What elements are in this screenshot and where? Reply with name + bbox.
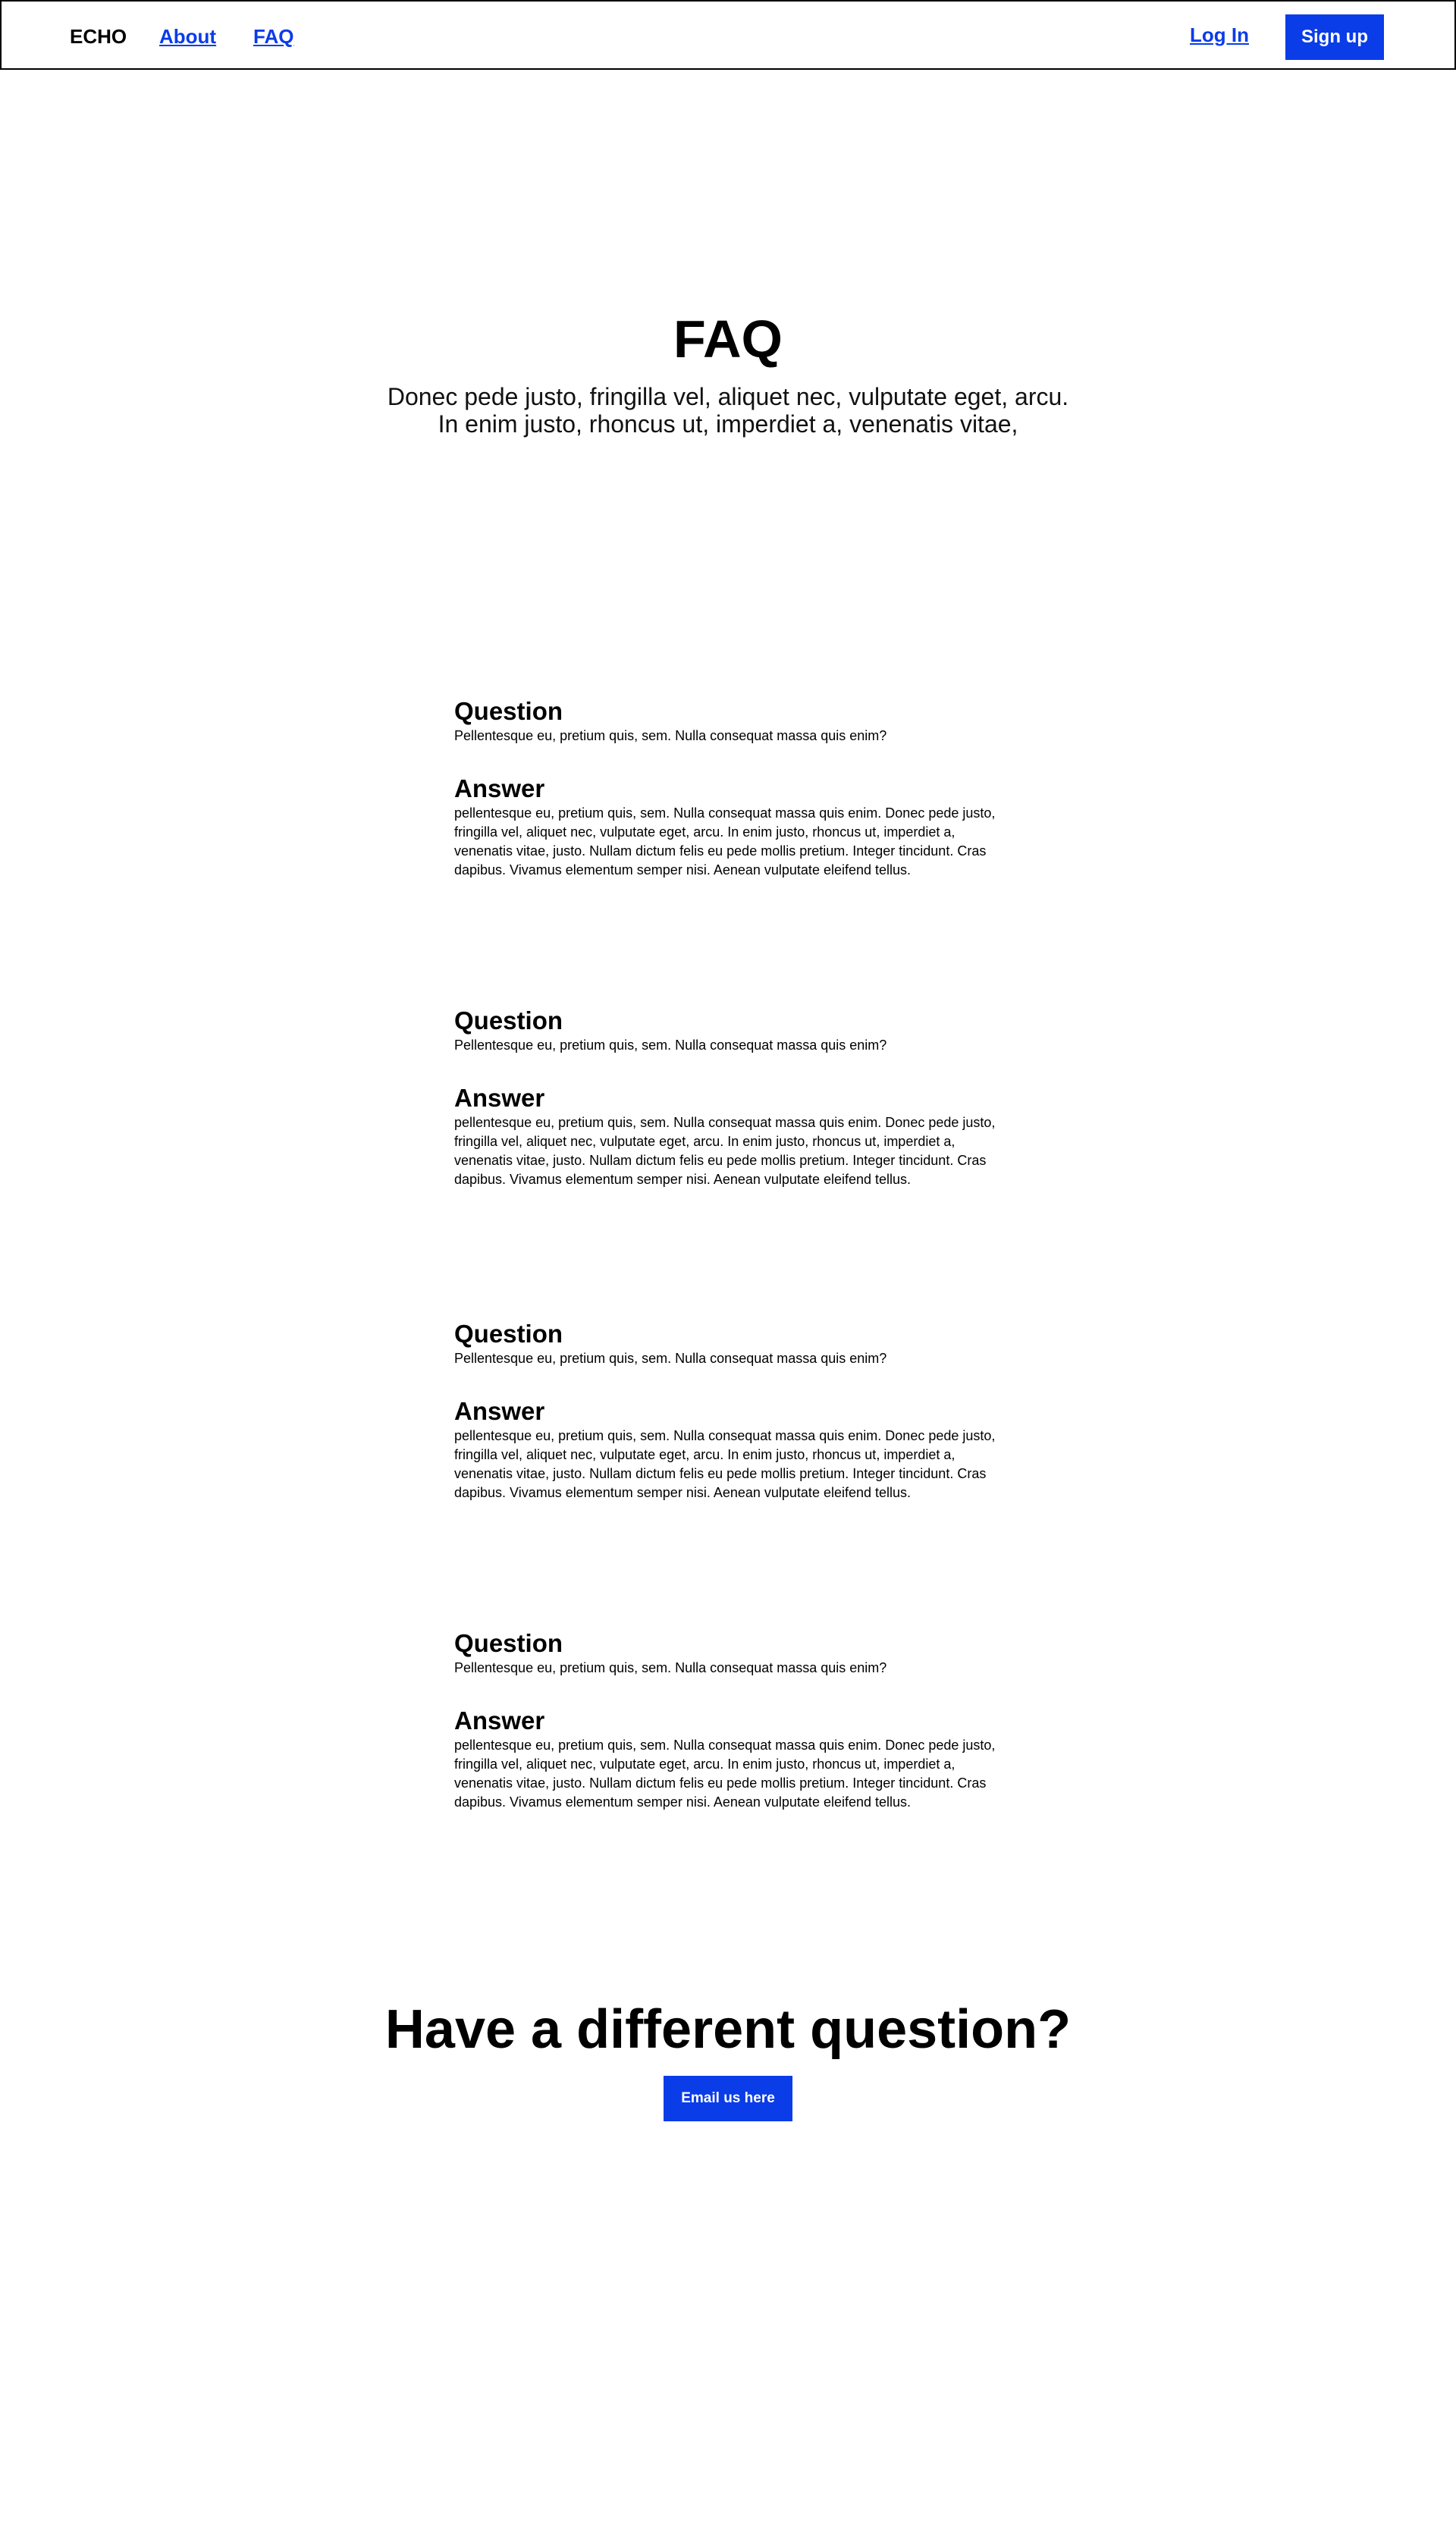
answer-text: pellentesque eu, pretium quis, sem. Nulla consequat massa quis enim. Donec pede justo, fringilla vel, aliquet nec, vulputate eget, arcu. In enim justo, rhoncus ut, imperdiet a, venenatis vitae, justo. Nullam dictum felis eu pede mollis pretium. Integer tincidunt. Cras dapibus. Vivamus elementum semper nisi. Aenean vulputate eleifend tellus. bbox=[454, 1428, 996, 1500]
answer-heading: Answer bbox=[454, 1397, 545, 1425]
hero-subtitle-line-2: In enim justo, rhoncus ut, imperdiet a, venenatis vitae, bbox=[438, 410, 1018, 438]
question-text: Pellentesque eu, pretium quis, sem. Nulla consequat massa quis enim? bbox=[454, 1660, 887, 1675]
hero-subtitle bbox=[0, 383, 1456, 438]
answer-text: pellentesque eu, pretium quis, sem. Nulla consequat massa quis enim. Donec pede justo, fringilla vel, aliquet nec, vulputate eget, arcu. In enim justo, rhoncus ut, imperdiet a, venenatis vitae, justo. Nullam dictum felis eu pede mollis pretium. Integer tincidunt. Cras dapibus. Vivamus elementum semper nisi. Aenean vulputate eleifend tellus. bbox=[454, 1115, 996, 1187]
answer-text: pellentesque eu, pretium quis, sem. Nulla consequat massa quis enim. Donec pede justo, fringilla vel, aliquet nec, vulputate eget, arcu. In enim justo, rhoncus ut, imperdiet a, venenatis vitae, justo. Nullam dictum felis eu pede mollis pretium. Integer tincidunt. Cras dapibus. Vivamus elementum semper nisi. Aenean vulputate eleifend tellus. bbox=[454, 1738, 996, 1810]
top-navbar bbox=[0, 0, 1456, 70]
question-heading: Question bbox=[454, 1006, 563, 1034]
faq-item bbox=[454, 696, 1008, 880]
faq-item bbox=[454, 1628, 1008, 1812]
signup-button[interactable]: Sign up bbox=[1285, 14, 1384, 60]
faq-item bbox=[454, 1006, 1008, 1189]
answer-heading: Answer bbox=[454, 774, 545, 802]
brand-logo-text[interactable]: ECHO bbox=[70, 25, 127, 48]
email-us-button[interactable]: Email us here bbox=[664, 2076, 792, 2121]
question-heading: Question bbox=[454, 1629, 563, 1657]
cta-title: Have a different question? bbox=[384, 1999, 1072, 2060]
answer-heading: Answer bbox=[454, 1706, 545, 1735]
nav-link-faq[interactable]: FAQ bbox=[253, 25, 294, 48]
question-text: Pellentesque eu, pretium quis, sem. Nulla consequat massa quis enim? bbox=[454, 1038, 887, 1053]
answer-heading: Answer bbox=[454, 1084, 545, 1112]
nav-link-about[interactable]: About bbox=[159, 25, 217, 48]
answer-text: pellentesque eu, pretium quis, sem. Nulla consequat massa quis enim. Donec pede justo, fringilla vel, aliquet nec, vulputate eget, arcu. In enim justo, rhoncus ut, imperdiet a, venenatis vitae, justo. Nullam dictum felis eu pede mollis pretium. Integer tincidunt. Cras dapibus. Vivamus elementum semper nisi. Aenean vulputate eleifend tellus. bbox=[454, 805, 996, 877]
hero-subtitle-line-1: Donec pede justo, fringilla vel, aliquet nec, vulputate eget, arcu. bbox=[387, 383, 1069, 410]
login-link[interactable]: Log In bbox=[1190, 24, 1249, 46]
question-text: Pellentesque eu, pretium quis, sem. Nulla consequat massa quis enim? bbox=[454, 1351, 887, 1366]
question-text: Pellentesque eu, pretium quis, sem. Nulla consequat massa quis enim? bbox=[454, 728, 887, 743]
page-title: FAQ bbox=[673, 309, 783, 369]
question-heading: Question bbox=[454, 1320, 563, 1348]
faq-item bbox=[454, 1319, 1008, 1502]
question-heading: Question bbox=[454, 697, 563, 725]
